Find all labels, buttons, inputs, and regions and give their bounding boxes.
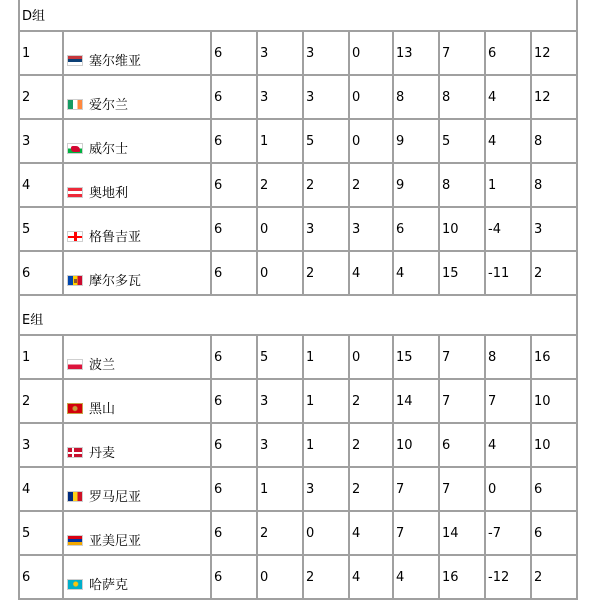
- drawn-cell: 0: [303, 511, 349, 555]
- goals-against-cell: 10: [439, 207, 485, 251]
- team-cell: [63, 511, 211, 555]
- team-cell: [63, 335, 211, 379]
- goals-against-cell: 7: [439, 31, 485, 75]
- standings-table: [18, 0, 578, 600]
- team-name-wrap: [67, 358, 115, 373]
- played-cell: 6: [211, 119, 257, 163]
- lost-cell: 0: [349, 75, 393, 119]
- team-name: 奥地利: [89, 185, 129, 201]
- played-cell: 6: [211, 379, 257, 423]
- won-cell: 2: [257, 511, 303, 555]
- lost-cell: 4: [349, 511, 393, 555]
- drawn-cell: 5: [303, 119, 349, 163]
- won-cell: 1: [257, 119, 303, 163]
- points-cell: 8: [531, 163, 577, 207]
- team-cell: [63, 251, 211, 295]
- drawn-cell: 1: [303, 423, 349, 467]
- goals-for-cell: 6: [393, 207, 439, 251]
- team-name-wrap: [67, 402, 115, 417]
- goals-against-cell: 16: [439, 555, 485, 599]
- drawn-cell: 3: [303, 75, 349, 119]
- team-name-wrap: [67, 490, 141, 505]
- points-cell: 10: [531, 423, 577, 467]
- rank-cell: 5: [19, 511, 63, 555]
- lost-cell: 2: [349, 467, 393, 511]
- austria-flag-icon: [67, 187, 83, 198]
- played-cell: 6: [211, 423, 257, 467]
- team-name: 哈萨克: [89, 577, 129, 593]
- team-cell: [63, 467, 211, 511]
- goal-diff-cell: 7: [485, 379, 531, 423]
- team-name: 摩尔多瓦: [89, 273, 142, 289]
- team-name: 黑山: [89, 401, 116, 417]
- team-name-wrap: [67, 54, 141, 69]
- goals-against-cell: 7: [439, 335, 485, 379]
- lost-cell: 4: [349, 555, 393, 599]
- won-cell: 2: [257, 163, 303, 207]
- points-cell: 6: [531, 467, 577, 511]
- table-row: [19, 467, 577, 511]
- goal-diff-cell: 4: [485, 75, 531, 119]
- team-name-wrap: [67, 534, 141, 549]
- lost-cell: 0: [349, 31, 393, 75]
- goals-for-cell: 7: [393, 511, 439, 555]
- rank-cell: 2: [19, 379, 63, 423]
- won-cell: 5: [257, 335, 303, 379]
- lost-cell: 2: [349, 379, 393, 423]
- table-row: [19, 379, 577, 423]
- goals-for-cell: 9: [393, 163, 439, 207]
- table-row: [19, 163, 577, 207]
- goals-for-cell: 4: [393, 251, 439, 295]
- table-row: [19, 423, 577, 467]
- won-cell: 0: [257, 555, 303, 599]
- goals-for-cell: 7: [393, 467, 439, 511]
- lost-cell: 0: [349, 335, 393, 379]
- table-row: [19, 75, 577, 119]
- team-cell: [63, 207, 211, 251]
- played-cell: 6: [211, 163, 257, 207]
- goal-diff-cell: 8: [485, 335, 531, 379]
- rank-cell: 1: [19, 335, 63, 379]
- goals-for-cell: 9: [393, 119, 439, 163]
- team-name: 罗马尼亚: [89, 489, 142, 505]
- won-cell: 1: [257, 467, 303, 511]
- table-row: [19, 119, 577, 163]
- goals-against-cell: 5: [439, 119, 485, 163]
- team-name: 丹麦: [89, 445, 116, 461]
- team-name: 格鲁吉亚: [89, 229, 142, 245]
- team-name-wrap: [67, 274, 141, 289]
- played-cell: 6: [211, 335, 257, 379]
- played-cell: 6: [211, 207, 257, 251]
- won-cell: 3: [257, 75, 303, 119]
- played-cell: 6: [211, 555, 257, 599]
- goal-diff-cell: 4: [485, 423, 531, 467]
- goals-against-cell: 7: [439, 379, 485, 423]
- goals-against-cell: 6: [439, 423, 485, 467]
- romania-flag-icon: [67, 491, 83, 502]
- goal-diff-cell: -4: [485, 207, 531, 251]
- table-row: [19, 251, 577, 295]
- goal-diff-cell: -11: [485, 251, 531, 295]
- poland-flag-icon: [67, 359, 83, 370]
- team-name: 威尔士: [89, 141, 129, 157]
- kazakhstan-flag-icon: [67, 579, 83, 590]
- drawn-cell: 2: [303, 555, 349, 599]
- team-name-wrap: [67, 142, 128, 157]
- team-cell: [63, 75, 211, 119]
- drawn-cell: 2: [303, 251, 349, 295]
- table-row: [19, 335, 577, 379]
- lost-cell: 3: [349, 207, 393, 251]
- team-cell: [63, 163, 211, 207]
- rank-cell: 6: [19, 555, 63, 599]
- rank-cell: 1: [19, 31, 63, 75]
- team-cell: [63, 379, 211, 423]
- serbia-flag-icon: [67, 55, 83, 66]
- drawn-cell: 3: [303, 467, 349, 511]
- goals-for-cell: 8: [393, 75, 439, 119]
- team-cell: [63, 423, 211, 467]
- goals-for-cell: 10: [393, 423, 439, 467]
- goals-against-cell: 15: [439, 251, 485, 295]
- table-row: [19, 511, 577, 555]
- team-name-wrap: [67, 578, 128, 593]
- lost-cell: 2: [349, 163, 393, 207]
- goals-against-cell: 7: [439, 467, 485, 511]
- group-header-row: [19, 295, 577, 335]
- played-cell: 6: [211, 511, 257, 555]
- lost-cell: 2: [349, 423, 393, 467]
- won-cell: 3: [257, 423, 303, 467]
- goals-for-cell: 4: [393, 555, 439, 599]
- team-name: 亚美尼亚: [89, 533, 142, 549]
- rank-cell: 6: [19, 251, 63, 295]
- group-title: D组: [19, 0, 577, 31]
- team-cell: [63, 119, 211, 163]
- montenegro-flag-icon: [67, 403, 83, 414]
- rank-cell: 4: [19, 163, 63, 207]
- georgia-flag-icon: [67, 231, 83, 242]
- drawn-cell: 2: [303, 163, 349, 207]
- won-cell: 3: [257, 31, 303, 75]
- played-cell: 6: [211, 467, 257, 511]
- team-name-wrap: [67, 98, 128, 113]
- played-cell: 6: [211, 75, 257, 119]
- goal-diff-cell: 0: [485, 467, 531, 511]
- team-cell: [63, 555, 211, 599]
- drawn-cell: 3: [303, 207, 349, 251]
- goal-diff-cell: -12: [485, 555, 531, 599]
- rank-cell: 2: [19, 75, 63, 119]
- table-row: [19, 555, 577, 599]
- team-name: 爱尔兰: [89, 97, 129, 113]
- drawn-cell: 1: [303, 379, 349, 423]
- rank-cell: 3: [19, 423, 63, 467]
- points-cell: 10: [531, 379, 577, 423]
- points-cell: 2: [531, 251, 577, 295]
- table-row: [19, 31, 577, 75]
- table-row: [19, 207, 577, 251]
- goal-diff-cell: 4: [485, 119, 531, 163]
- points-cell: 12: [531, 31, 577, 75]
- points-cell: 2: [531, 555, 577, 599]
- lost-cell: 0: [349, 119, 393, 163]
- drawn-cell: 1: [303, 335, 349, 379]
- wales-flag-icon: [67, 143, 83, 154]
- group-header-row: [19, 0, 577, 31]
- goals-for-cell: 14: [393, 379, 439, 423]
- points-cell: 6: [531, 511, 577, 555]
- rank-cell: 4: [19, 467, 63, 511]
- points-cell: 3: [531, 207, 577, 251]
- points-cell: 8: [531, 119, 577, 163]
- team-name: 波兰: [89, 357, 116, 373]
- played-cell: 6: [211, 31, 257, 75]
- points-cell: 16: [531, 335, 577, 379]
- team-name-wrap: [67, 446, 115, 461]
- won-cell: 0: [257, 251, 303, 295]
- team-name-wrap: [67, 230, 141, 245]
- goals-against-cell: 8: [439, 75, 485, 119]
- rank-cell: 3: [19, 119, 63, 163]
- goal-diff-cell: 6: [485, 31, 531, 75]
- won-cell: 3: [257, 379, 303, 423]
- denmark-flag-icon: [67, 447, 83, 458]
- moldova-flag-icon: [67, 275, 83, 286]
- armenia-flag-icon: [67, 535, 83, 546]
- group-title: E组: [19, 295, 577, 335]
- team-cell: [63, 31, 211, 75]
- points-cell: 12: [531, 75, 577, 119]
- won-cell: 0: [257, 207, 303, 251]
- goals-for-cell: 15: [393, 335, 439, 379]
- team-name: 塞尔维亚: [89, 53, 142, 69]
- team-name-wrap: [67, 186, 128, 201]
- drawn-cell: 3: [303, 31, 349, 75]
- played-cell: 6: [211, 251, 257, 295]
- goals-for-cell: 13: [393, 31, 439, 75]
- goal-diff-cell: 1: [485, 163, 531, 207]
- rank-cell: 5: [19, 207, 63, 251]
- ireland-flag-icon: [67, 99, 83, 110]
- goal-diff-cell: -7: [485, 511, 531, 555]
- goals-against-cell: 8: [439, 163, 485, 207]
- goals-against-cell: 14: [439, 511, 485, 555]
- lost-cell: 4: [349, 251, 393, 295]
